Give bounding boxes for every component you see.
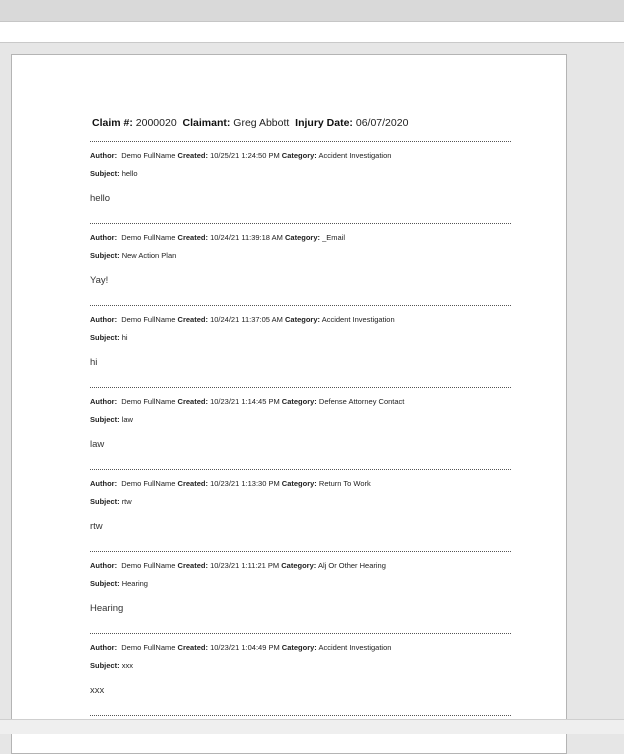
subject-label: Subject:: [90, 579, 120, 588]
note-created: 10/23/21 1:04:49 PM: [210, 643, 280, 652]
subject-label: Subject:: [90, 169, 120, 178]
separator-rule: [90, 715, 511, 716]
injury-date-label: Injury Date:: [295, 117, 353, 129]
note-entry: [90, 479, 520, 533]
note-meta: [90, 315, 520, 325]
note-subject: [90, 661, 520, 671]
note-body: rtw: [90, 521, 103, 532]
note-author: Demo FullName: [121, 233, 176, 242]
subject-label: Subject:: [90, 333, 120, 342]
category-label: Category:: [281, 151, 317, 160]
note-body: Hearing: [90, 603, 124, 614]
note-body: law: [90, 439, 105, 450]
separator-rule: [90, 551, 511, 552]
note-created: 10/23/21 1:11:21 PM: [210, 561, 280, 570]
bottom-bar: [0, 719, 624, 734]
claim-number-label: Claim #:: [92, 117, 133, 129]
category-label: Category:: [285, 315, 321, 324]
note-category: _Email: [322, 233, 346, 242]
author-label: Author:: [90, 397, 118, 406]
note-created: 10/23/21 1:13:30 PM: [210, 479, 280, 488]
note-body: hi: [90, 357, 98, 368]
note-subject: [90, 251, 520, 261]
claim-header: [92, 117, 408, 129]
note-author: Demo FullName: [121, 561, 176, 570]
note-subject: [90, 333, 520, 343]
note-meta: [90, 233, 520, 243]
separator-rule: [90, 387, 511, 388]
created-label: Created:: [177, 315, 208, 324]
note-subject-text: Hearing: [121, 579, 148, 588]
note-subject-text: xxx: [121, 661, 133, 670]
separator-rule: [90, 223, 511, 224]
document-page: [11, 54, 567, 754]
subject-label: Subject:: [90, 497, 120, 506]
author-label: Author:: [90, 561, 118, 570]
note-category: Defense Attorney Contact: [318, 397, 405, 406]
note-body: hello: [90, 193, 111, 204]
category-label: Category:: [281, 561, 317, 570]
note-meta: [90, 561, 520, 571]
note-author: Demo FullName: [121, 643, 176, 652]
note-created: 10/25/21 1:24:50 PM: [210, 151, 280, 160]
category-label: Category:: [281, 397, 317, 406]
author-label: Author:: [90, 151, 118, 160]
note-author: Demo FullName: [121, 151, 176, 160]
note-created: 10/23/21 1:14:45 PM: [210, 397, 280, 406]
created-label: Created:: [177, 561, 208, 570]
note-category: Accident Investigation: [321, 315, 395, 324]
note-entry: [90, 643, 520, 697]
injury-date: 06/07/2020: [355, 117, 409, 129]
top-toolbar: [0, 0, 624, 22]
created-label: Created:: [177, 643, 208, 652]
claim-number: 2000020: [135, 117, 177, 129]
author-label: Author:: [90, 643, 118, 652]
note-author: Demo FullName: [121, 315, 176, 324]
claimant-label: Claimant:: [182, 117, 231, 129]
note-subject: [90, 415, 520, 425]
author-label: Author:: [90, 315, 118, 324]
author-label: Author:: [90, 479, 118, 488]
note-body: xxx: [90, 685, 105, 696]
note-subject: [90, 169, 520, 179]
note-entry: [90, 397, 520, 451]
subject-label: Subject:: [90, 415, 120, 424]
note-entry: [90, 233, 520, 287]
note-meta: [90, 643, 520, 653]
note-entry: [90, 561, 520, 615]
category-label: Category:: [285, 233, 321, 242]
author-label: Author:: [90, 233, 118, 242]
note-category: Alj Or Other Hearing: [317, 561, 386, 570]
document-viewer[interactable]: [0, 43, 624, 720]
category-label: Category:: [281, 643, 317, 652]
note-subject-text: rtw: [121, 497, 132, 506]
subject-label: Subject:: [90, 251, 120, 260]
toolbar-strip: [0, 22, 624, 43]
note-category: Accident Investigation: [318, 643, 392, 652]
separator-rule: [90, 305, 511, 306]
created-label: Created:: [177, 479, 208, 488]
note-subject-text: law: [121, 415, 133, 424]
category-label: Category:: [281, 479, 317, 488]
claimant-name: Greg Abbott: [233, 117, 290, 129]
note-subject-text: hello: [121, 169, 138, 178]
note-meta: [90, 397, 520, 407]
note-subject: [90, 579, 520, 589]
created-label: Created:: [177, 233, 208, 242]
note-created: 10/24/21 11:37:05 AM: [210, 315, 283, 324]
note-subject-text: hi: [121, 333, 128, 342]
note-body: Yay!: [90, 275, 109, 286]
note-subject-text: New Action Plan: [121, 251, 177, 260]
note-category: Accident Investigation: [318, 151, 392, 160]
note-entry: [90, 315, 520, 369]
separator-rule: [90, 633, 511, 634]
note-subject: [90, 497, 520, 507]
separator-rule: [90, 469, 511, 470]
note-meta: [90, 151, 520, 161]
note-created: 10/24/21 11:39:18 AM: [210, 233, 283, 242]
separator-rule: [90, 141, 511, 142]
note-entry: [90, 151, 520, 205]
note-category: Return To Work: [318, 479, 371, 488]
created-label: Created:: [177, 151, 208, 160]
created-label: Created:: [177, 397, 208, 406]
note-author: Demo FullName: [121, 479, 176, 488]
subject-label: Subject:: [90, 661, 120, 670]
note-author: Demo FullName: [121, 397, 176, 406]
note-meta: [90, 479, 520, 489]
